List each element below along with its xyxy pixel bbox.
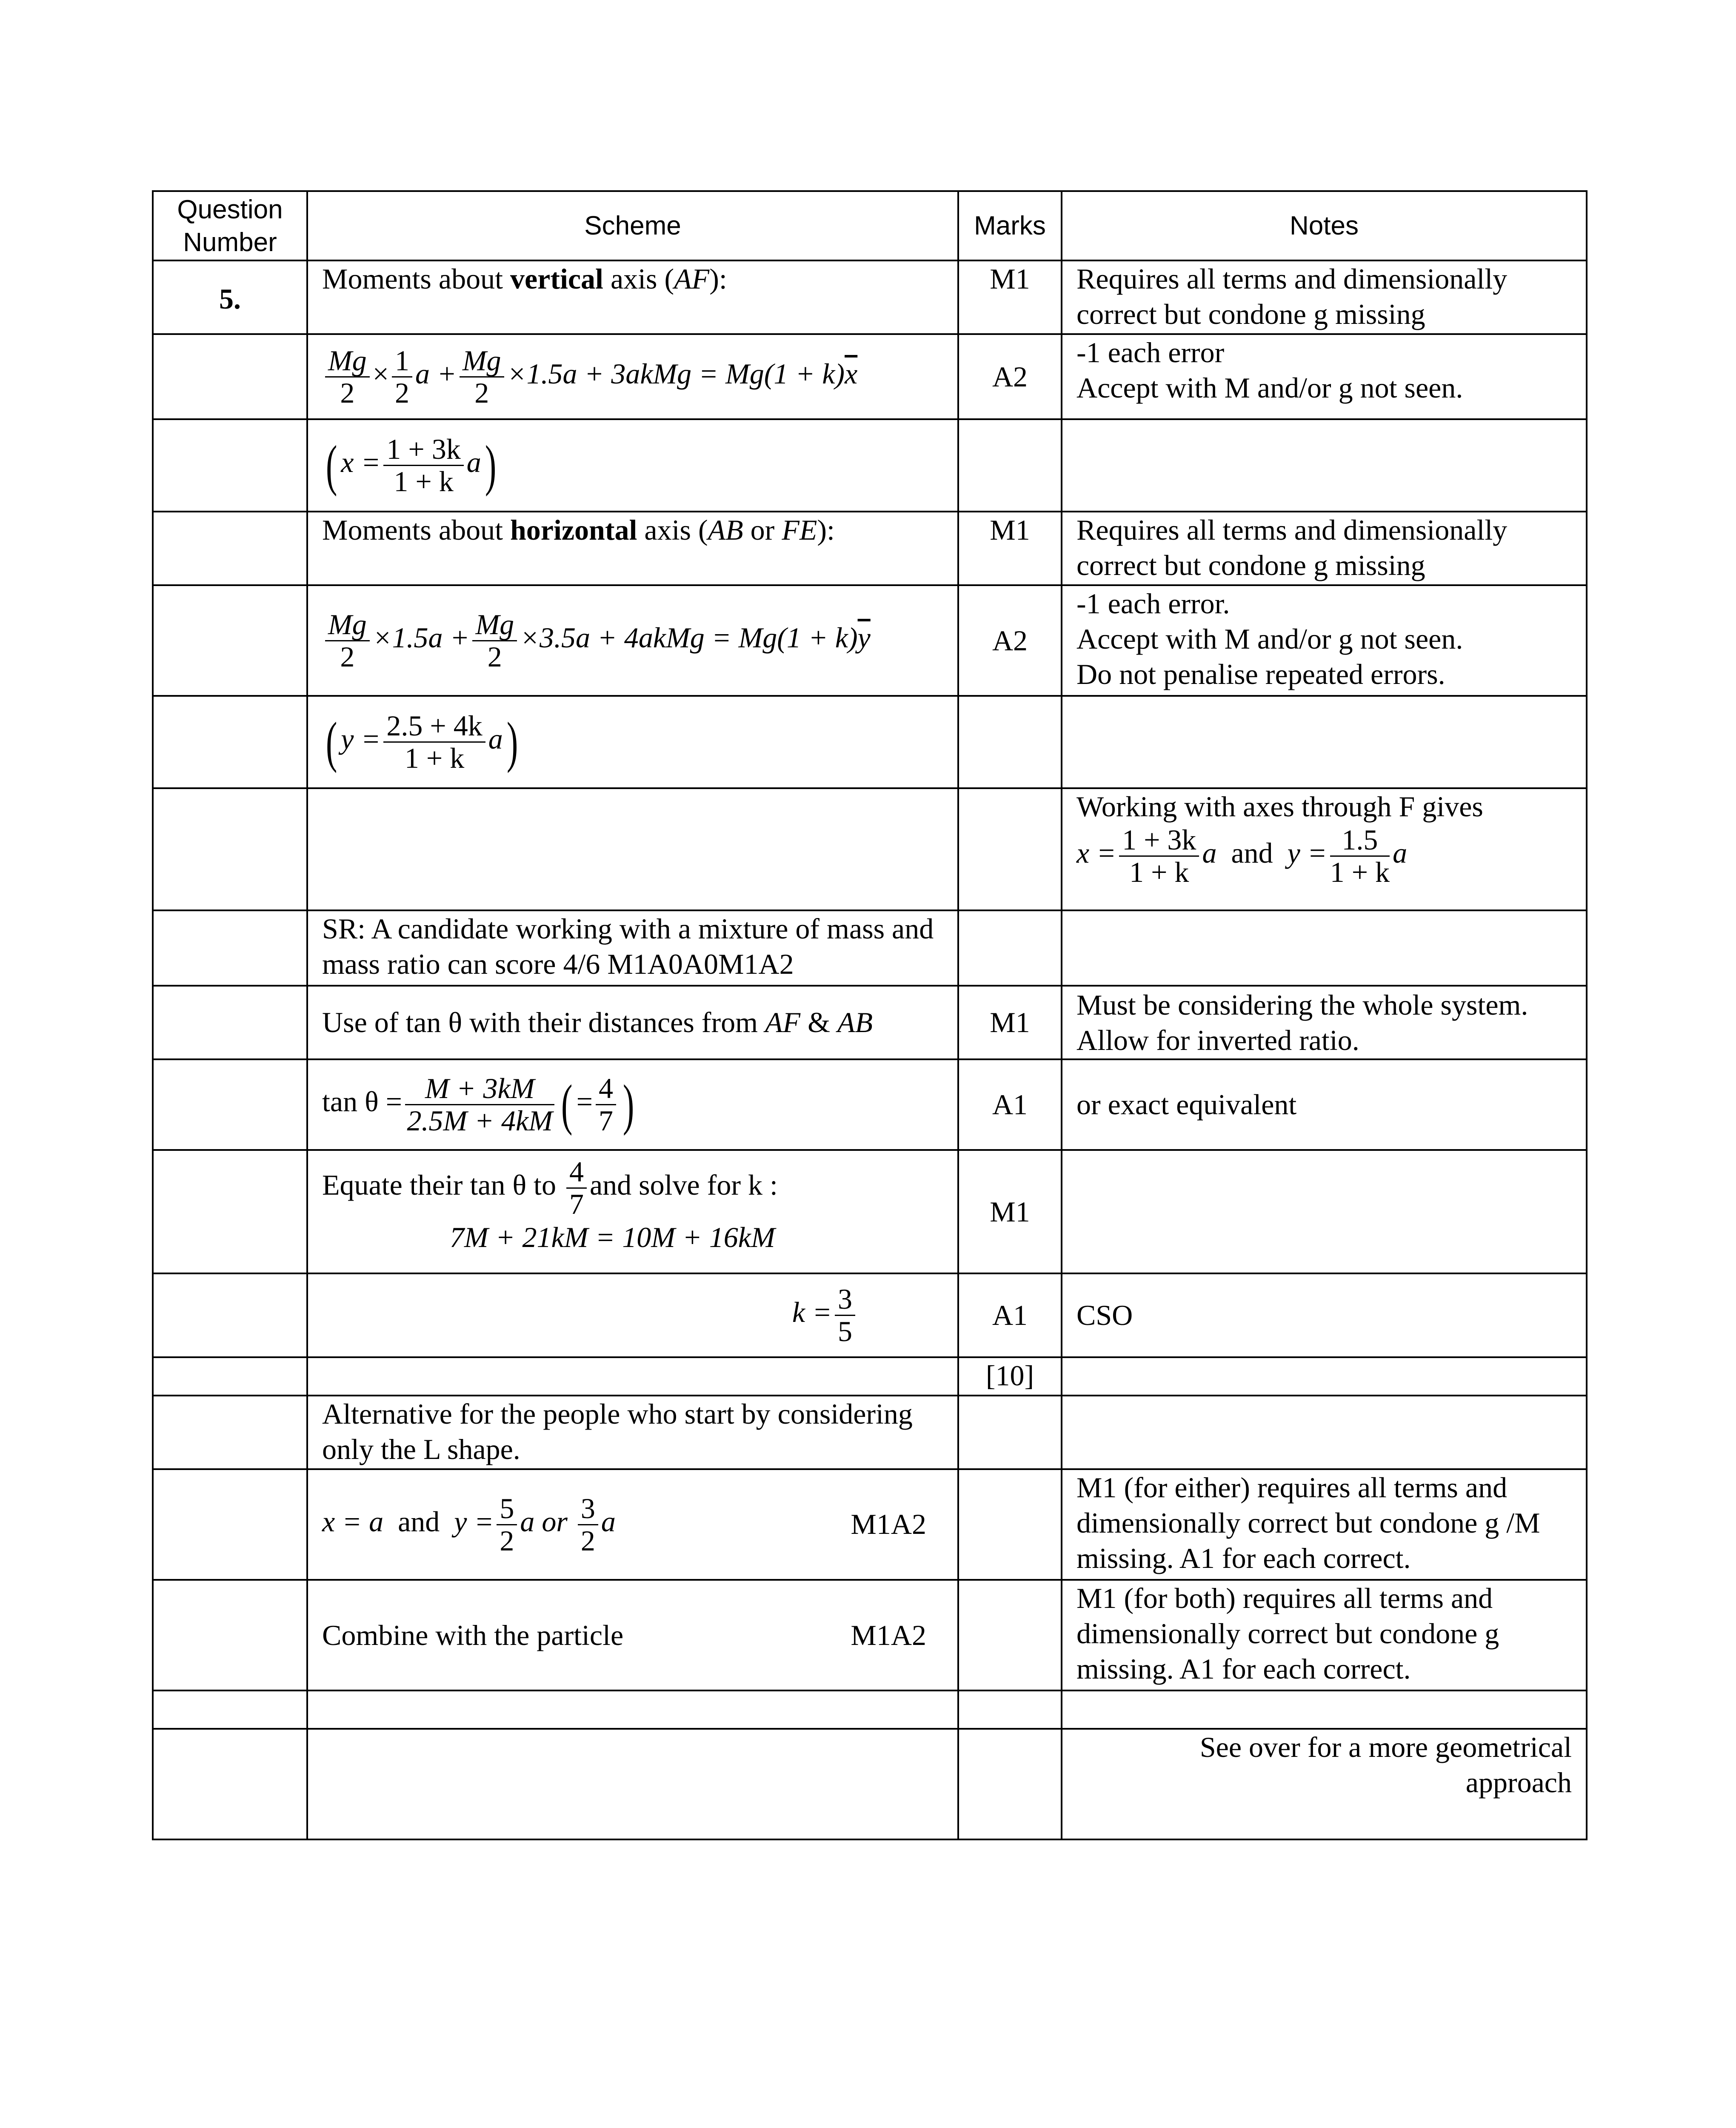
table-row: [153, 1059, 1587, 1150]
marks: M1: [958, 986, 1062, 1059]
table-row: [153, 1580, 1587, 1690]
text: Use of tan θ with their distances from: [322, 1006, 765, 1038]
text: 2.5 + 4k: [383, 710, 485, 743]
table-row: [153, 1690, 1587, 1729]
text: AB: [708, 514, 743, 546]
marks: M1: [958, 1150, 1062, 1273]
text: M + 3kM: [405, 1073, 554, 1105]
text: 1 + 3k: [1119, 824, 1199, 857]
text: ):: [709, 263, 727, 295]
table-row: [153, 512, 1587, 585]
table-row: [153, 986, 1587, 1059]
table-row: [153, 260, 1587, 334]
text: x =: [1076, 837, 1116, 870]
header-notes: Notes: [1062, 191, 1587, 260]
text: ×3.5a + 4akMg = Mg(1 + k): [520, 621, 858, 654]
marks: M1: [958, 512, 1062, 585]
text: 1 + k: [394, 465, 454, 498]
text: 1 + k: [1330, 856, 1390, 888]
text: or: [743, 514, 782, 546]
text: k =: [792, 1296, 832, 1329]
text: 2: [395, 376, 410, 409]
marks: A1: [958, 1273, 1062, 1357]
notes: See over for a more geometrical approach: [1062, 1729, 1587, 1839]
text: ×: [372, 357, 389, 390]
equation: [307, 585, 958, 696]
text: Mg: [472, 609, 517, 641]
text: ×1.5a +: [372, 621, 470, 654]
table-row: [153, 1150, 1587, 1273]
table-row: [153, 1469, 1587, 1580]
table-row: [153, 1729, 1587, 1839]
text: a or: [520, 1505, 568, 1538]
text: Mg: [460, 345, 504, 378]
text: 1: [392, 345, 412, 378]
text: and: [398, 1505, 440, 1538]
notes: Requires all terms and dimensionally correct but condone g missing: [1062, 260, 1587, 334]
text: a +: [415, 357, 457, 390]
text: tan θ =: [322, 1085, 402, 1118]
equation: [1076, 824, 1572, 888]
text: a: [1202, 837, 1217, 870]
equation: ( x = $\frac{1 + 3k}{1 + k}$ a): [307, 419, 958, 512]
marks-code: M1A2: [851, 1507, 926, 1540]
header-row: [153, 191, 1587, 260]
marks: A2: [958, 585, 1062, 696]
notes: Accept with M and/or g not seen.: [1076, 623, 1463, 655]
text: 2.5M + 4kM: [407, 1104, 553, 1137]
equation: [322, 1492, 616, 1557]
text: y =: [341, 723, 381, 755]
table-row: [153, 419, 1587, 512]
table-row: [153, 334, 1587, 419]
text: a: [466, 446, 481, 479]
notes: CSO: [1062, 1273, 1587, 1357]
text: &: [800, 1006, 837, 1038]
text: 4: [566, 1156, 587, 1189]
text: 2: [340, 376, 355, 409]
notes: M1 (for either) requires all terms and dimensionally correct but condone g /M missing. A1 for each correct.: [1062, 1469, 1587, 1580]
text: horizontal: [510, 514, 637, 546]
scheme-text: Alternative for the people who start by considering only the L shape.: [307, 1396, 958, 1469]
question-number: 5.: [219, 283, 241, 315]
text: Mg: [325, 345, 370, 378]
marks: A2: [958, 334, 1062, 419]
text: 2: [340, 640, 355, 673]
text: axis (: [603, 263, 674, 295]
text: =: [576, 1085, 593, 1118]
text: ):: [817, 514, 835, 546]
text: Mg: [325, 609, 370, 641]
equation: ( y = $\frac{2.5 + 4k}{1 + k}$ a): [307, 696, 958, 788]
header-question-number: Question Number: [153, 191, 307, 260]
text: ×1.5a + 3akMg = Mg(1 + k): [507, 357, 845, 390]
text: Moments about: [322, 263, 510, 295]
notes: or exact equivalent: [1062, 1059, 1587, 1150]
text: $\overline{x}$: [845, 357, 858, 390]
header-scheme: Scheme: [307, 191, 958, 260]
table-row: [153, 1357, 1587, 1396]
equation: [307, 1273, 958, 1357]
text: AB: [837, 1006, 873, 1038]
text: and: [1231, 837, 1273, 870]
text: y =: [1287, 837, 1327, 870]
text: 1 + 3k: [383, 434, 463, 466]
notes: Must be considering the whole system. Allow for inverted ratio.: [1062, 986, 1587, 1059]
text: y =: [454, 1505, 494, 1538]
text: x = a: [322, 1505, 384, 1538]
notes: Requires all terms and dimensionally correct but condone g missing: [1062, 512, 1587, 585]
equation: 7M + 21kM = 10M + 16kM: [450, 1221, 775, 1253]
total-marks: [10]: [958, 1357, 1062, 1396]
text: 7: [599, 1104, 614, 1137]
notes: -1 each error.: [1076, 587, 1230, 620]
equation: tan θ = $\frac{M + 3kM}{2.5M + 4kM}$ ( = $\frac{4}{7}$ ): [307, 1059, 958, 1150]
text: AF: [765, 1006, 801, 1038]
text: 3: [578, 1493, 598, 1525]
notes: Working with axes through F gives: [1076, 790, 1483, 823]
text: FE: [782, 514, 817, 546]
text: 2: [487, 640, 502, 673]
text: 2: [500, 1524, 514, 1557]
marks: A1: [958, 1059, 1062, 1150]
text: a: [601, 1505, 616, 1538]
notes: Do not penalise repeated errors.: [1076, 658, 1445, 690]
text: 1 + k: [404, 742, 465, 774]
text: 3: [835, 1284, 855, 1316]
text: Moments about: [322, 514, 510, 546]
marks: M1: [958, 260, 1062, 334]
text: axis (: [637, 514, 708, 546]
table-row: [153, 1273, 1587, 1357]
text: 5: [497, 1493, 517, 1525]
header-marks: Marks: [958, 191, 1062, 260]
equation: [322, 1156, 943, 1220]
notes: M1 (for both) requires all terms and dimensionally correct but condone g missing. A1 for each correct.: [1062, 1580, 1587, 1690]
text: a: [488, 723, 503, 755]
text: 1.5: [1330, 824, 1390, 857]
notes: Accept with M and/or g not seen.: [1076, 372, 1463, 404]
text: 1 + k: [1129, 856, 1189, 888]
text: 7: [569, 1188, 584, 1220]
table-row: [153, 910, 1587, 986]
scheme-text: SR: A candidate working with a mixture of mass and mass ratio can score 4/6 M1A0A0M1A2: [307, 910, 958, 986]
text: and solve for k :: [589, 1169, 778, 1201]
text: vertical: [510, 263, 603, 295]
table-row: [153, 585, 1587, 696]
text: x =: [341, 446, 381, 479]
text: 2: [580, 1524, 595, 1557]
text: 4: [596, 1073, 616, 1105]
mark-scheme-table: [152, 190, 1588, 1840]
equation: [307, 334, 958, 419]
marks-code: M1A2: [851, 1619, 926, 1651]
text: AF: [674, 263, 710, 295]
text: Equate their tan θ to: [322, 1169, 556, 1201]
notes: -1 each error: [1076, 336, 1225, 369]
text: 2: [474, 376, 489, 409]
text: $\overline{y}$: [857, 621, 871, 654]
table-row: [153, 1396, 1587, 1469]
table-row: [153, 696, 1587, 788]
text: a: [1393, 837, 1408, 870]
text: 5: [838, 1315, 852, 1347]
table-row: [153, 788, 1587, 910]
scheme-text: Combine with the particle: [322, 1619, 624, 1651]
